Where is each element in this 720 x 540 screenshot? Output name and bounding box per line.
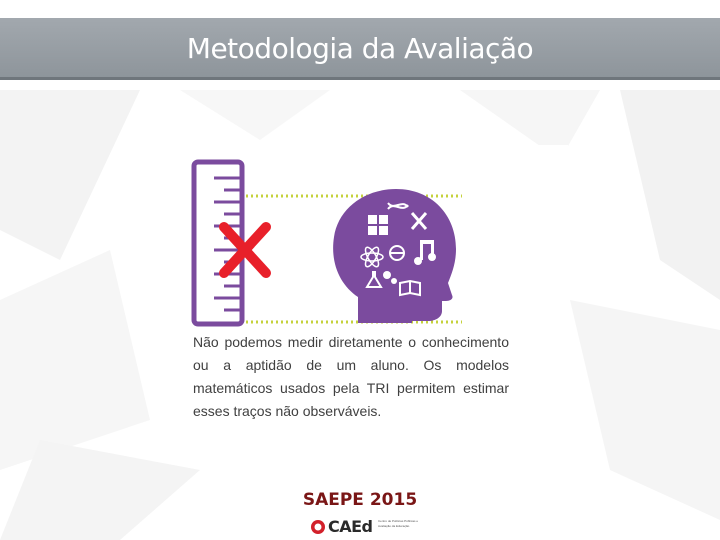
logo-circle-icon bbox=[310, 519, 326, 535]
illustration bbox=[180, 145, 568, 335]
slide-title: Metodologia da Avaliação bbox=[186, 32, 534, 65]
logo-name: CAEd bbox=[328, 517, 373, 536]
title-bar bbox=[0, 18, 720, 80]
caption-text: Não podemos medir diretamente o conhecimento ou a aptidão de um aluno. Os modelos matemáticos usados pela TRI permitem estimar esses traços não observáveis. bbox=[193, 334, 509, 419]
caed-logo bbox=[310, 516, 420, 538]
figure-card bbox=[180, 145, 568, 437]
logo-subtitle: Centro de Políticas Públicas e Avaliação da Educação bbox=[378, 519, 419, 528]
footer-title: SAEPE 2015 bbox=[302, 490, 418, 510]
head-silhouette-icon bbox=[333, 189, 456, 323]
